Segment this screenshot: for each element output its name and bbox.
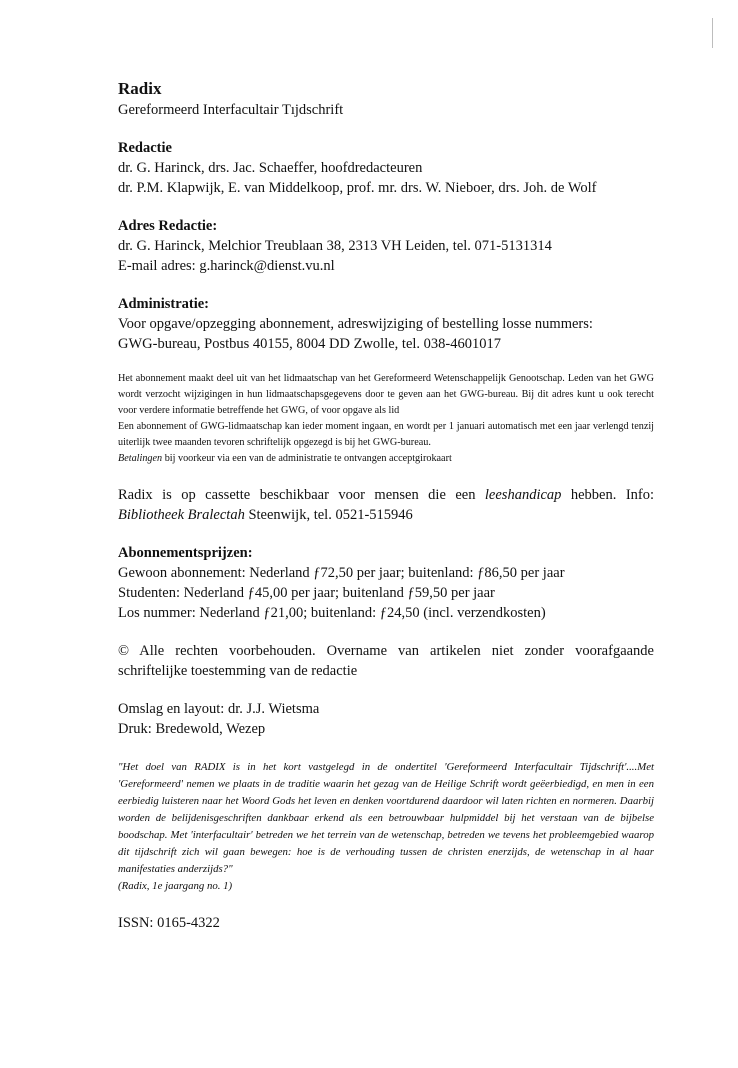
issn-number: ISSN: 0165-4322 xyxy=(118,915,220,931)
mission-quote xyxy=(118,759,654,895)
email-line: E-mail adres: g.harinck@dienst.vu.nl xyxy=(118,258,335,274)
adres-heading: Adres Redactie: xyxy=(118,218,218,234)
administratie-heading: Administratie: xyxy=(118,296,210,312)
administratie-line: Voor opgave/opzegging abonnement, adreswijziging of bestelling losse nummers: xyxy=(118,316,593,332)
colophon-page xyxy=(118,78,654,933)
administratie-section xyxy=(118,294,654,354)
cassette-text: Steenwijk, tel. 0521-515946 xyxy=(244,507,413,523)
administratie-line: GWG-bureau, Postbus 40155, 8004 DD Zwolle, tel. 038-4601017 xyxy=(118,336,501,352)
redactie-line: dr. P.M. Klapwijk, E. van Middelkoop, prof. mr. drs. W. Nieboer, drs. Joh. de Wolf xyxy=(118,180,597,196)
payment-paragraph xyxy=(118,451,654,467)
renewal-paragraph: Een abonnement of GWG-lidmaatschap kan ieder moment ingaan, en wordt per 1 januari automatisch met een jaar verlengd tenzij uiterlijk twee maanden tevoren schriftelijk opgezegd is bij het GWG-bureau. xyxy=(118,421,654,448)
library-name: Bibliotheek Bralectah xyxy=(118,507,245,523)
quote-text: "Het doel van RADIX is in het kort vastgelegd in de ondertitel 'Gereformeerd Interfacultair Tijdschrift'....Met 'Gereformeerd' nemen we plaats in de traditie waarin het gezag van de Heilige Schrift wordt geëerbiedigd, en men in een eerbiedig luisteren naar het Woord Gods het leven en denken voortdurend daardoor wil laten richten en normeren. Daarbij worden de belijdenisgeschriften dankbaar erkend als een betrouwbaar hulpmiddel bij het verstaan van de bijbelse boodschap. Met 'interfacultair' betreden we het terrein van de wetenschap, betreden we tevens het probleemgebied waarop dit tijdschrift zich wil gaan bewegen: hoe is de verhouding tussen de christen enerzijds, de wetenschap in al haar manifestaties anderzijds?" xyxy=(118,761,654,875)
membership-info xyxy=(118,371,654,467)
credit-line: Druk: Bredewold, Wezep xyxy=(118,721,266,737)
cassette-text: Radix is op cassette beschikbaar voor mensen die een xyxy=(118,487,485,503)
price-line: Gewoon abonnement: Nederland ƒ72,50 per jaar; buitenland: ƒ86,50 per jaar xyxy=(118,565,565,581)
payment-label: Betalingen xyxy=(118,453,163,464)
redactie-heading: Redactie xyxy=(118,140,172,156)
prijzen-heading: Abonnementsprijzen: xyxy=(118,545,253,561)
journal-title: Radix xyxy=(118,79,162,98)
cassette-emphasis: leeshandicap xyxy=(484,487,562,503)
redactie-line: dr. G. Harinck, drs. Jac. Schaeffer, hoofdredacteuren xyxy=(118,160,423,176)
credit-line: Omslag en layout: dr. J.J. Wietsma xyxy=(118,701,320,717)
adres-section xyxy=(118,216,654,276)
masthead xyxy=(118,78,654,120)
adres-line: dr. G. Harinck, Melchior Treublaan 38, 2313 VH Leiden, tel. 071-5131314 xyxy=(118,238,552,254)
journal-subtitle: Gereformeerd Interfacultair Tıjdschrift xyxy=(118,102,344,118)
page-edge-line xyxy=(712,18,713,48)
redactie-section xyxy=(118,138,654,198)
price-line: Los nummer: Nederland ƒ21,00; buitenland: ƒ24,50 (incl. verzendkosten) xyxy=(118,605,546,621)
price-line: Studenten: Nederland ƒ45,00 per jaar; buitenland ƒ59,50 per jaar xyxy=(118,585,495,601)
cassette-paragraph xyxy=(118,485,654,525)
cassette-text: hebben. Info: xyxy=(561,487,655,503)
prijzen-section xyxy=(118,543,654,623)
credits-section xyxy=(118,699,654,739)
copyright-notice: © Alle rechten voorbehouden. Overname van artikelen niet zonder voorafgaande schriftelijke toestemming van de redactie xyxy=(118,643,654,679)
quote-source: (Radix, 1e jaargang no. 1) xyxy=(118,880,233,892)
payment-text: bij voorkeur via een van de administratie te ontvangen acceptgirokaart xyxy=(162,453,452,464)
membership-paragraph: Het abonnement maakt deel uit van het lidmaatschap van het Gereformeerd Wetenschappelijk Genootschap. Leden van het GWG wordt verzocht wijzigingen in hun lidmaatschapsgegevens door te geven aan het GWG-bureau. Bij dit adres kunt u ook terecht voor verdere informatie betreffende het GWG, of voor opgave als lid xyxy=(118,373,654,416)
